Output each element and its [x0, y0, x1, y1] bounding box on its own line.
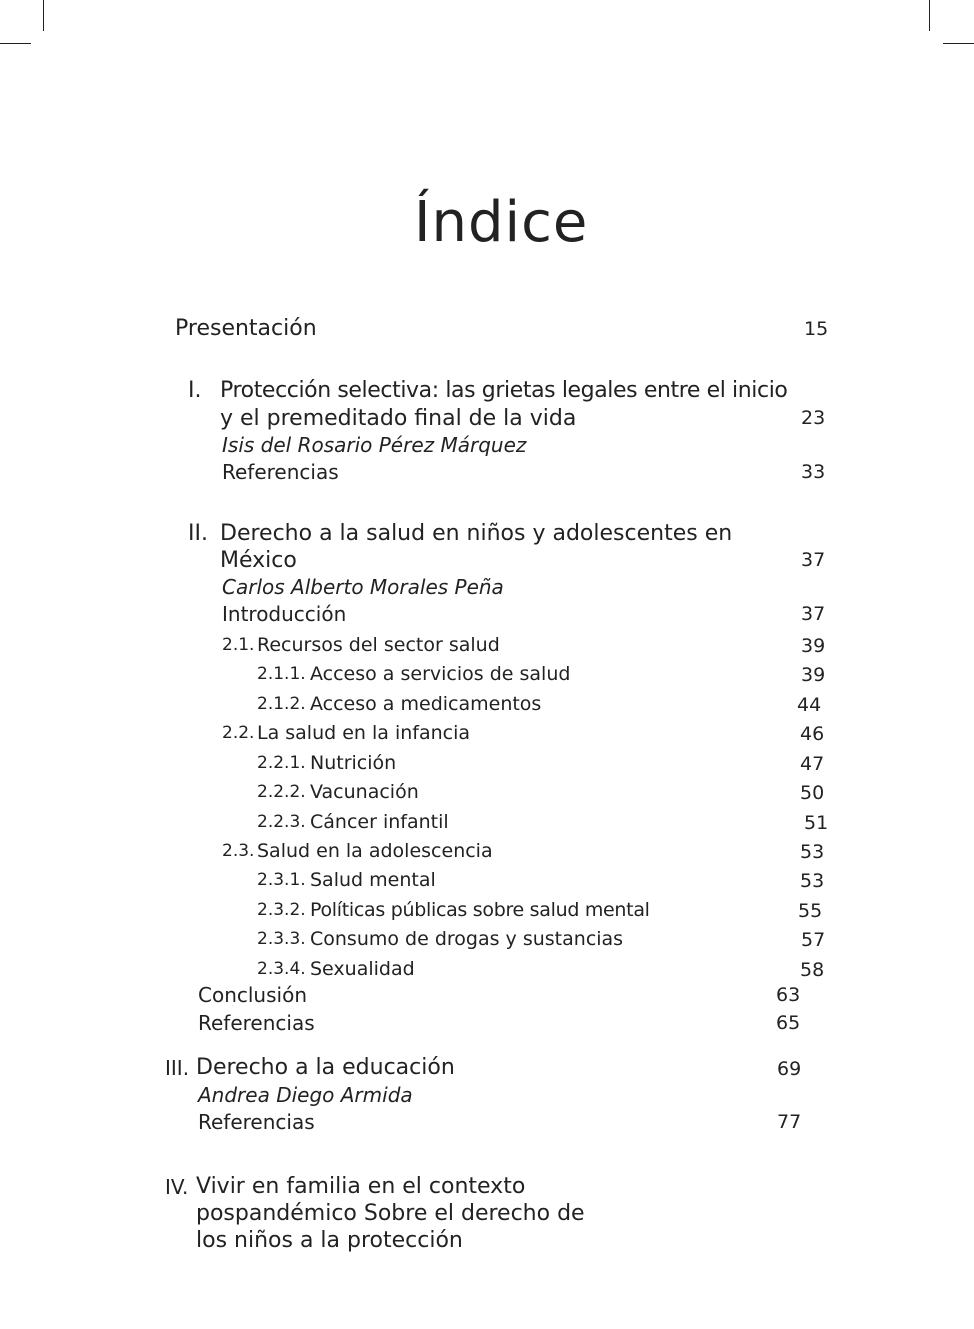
- crop-mark-top-left-v: [43, 0, 44, 31]
- subsection-number: 2.3.1.: [257, 870, 306, 890]
- chapter-1-page: 23: [801, 407, 826, 429]
- chapter-1-references: Referencias: [222, 460, 339, 484]
- toc-entry-presentacion: Presentación: [175, 316, 317, 341]
- subsection-number: 2.3.4.: [257, 959, 306, 979]
- chapter-3-references-page: 77: [777, 1111, 802, 1133]
- subsection-number: 2.1.2.: [257, 694, 306, 714]
- chapter-3-references: Referencias: [198, 1110, 315, 1134]
- subsection-page: 44: [797, 694, 822, 716]
- chapter-3-number: III.: [165, 1056, 190, 1080]
- section-number: 2.1.: [222, 635, 255, 655]
- chapter-3-author: Andrea Diego Armida: [198, 1083, 413, 1107]
- chapter-1-author: Isis del Rosario Pérez Márquez: [222, 433, 527, 457]
- section-label: La salud en la infancia: [257, 722, 471, 744]
- chapter-2-author: Carlos Alberto Morales Peña: [222, 575, 504, 599]
- chapter-4-number: IV.: [165, 1175, 189, 1199]
- section-page: 53: [800, 841, 825, 863]
- subsection-page: 55: [798, 900, 823, 922]
- chapter-2-title-line-1: Derecho a la salud en niños y adolescentes en: [220, 521, 733, 546]
- page-title: Índice: [414, 190, 589, 255]
- subsection-page: 53: [800, 870, 825, 892]
- subsection-page: 47: [800, 753, 825, 775]
- subsection-number: 2.3.3.: [257, 929, 306, 949]
- crop-mark-top-left-h: [0, 43, 31, 44]
- section-page: 39: [801, 635, 826, 657]
- chapter-2-introduction: Introducción: [222, 602, 347, 626]
- subsection-number: 2.2.2.: [257, 782, 306, 802]
- chapter-2-references: Referencias: [198, 1011, 315, 1035]
- subsection-label: Consumo de drogas y sustancias: [310, 928, 624, 950]
- subsection-label: Acceso a servicios de salud: [310, 663, 571, 685]
- subsection-page: 50: [800, 782, 825, 804]
- chapter-1-references-page: 33: [801, 461, 826, 483]
- chapter-4-title-line-2: pospandémico Sobre el derecho de: [196, 1201, 585, 1226]
- subsection-number: 2.1.1.: [257, 664, 306, 684]
- subsection-page: 51: [804, 812, 829, 834]
- subsection-page: 58: [800, 959, 825, 981]
- chapter-2-references-page: 65: [776, 1012, 801, 1034]
- chapter-1-title-line-1: Protección selectiva: las grietas legales entre el inicio: [220, 378, 788, 403]
- chapter-4-title-line-1: Vivir en familia en el contexto: [196, 1174, 526, 1199]
- chapter-2-introduction-page: 37: [801, 603, 826, 625]
- subsection-label: Sexualidad: [310, 958, 415, 980]
- subsection-number: 2.2.1.: [257, 753, 306, 773]
- subsection-label: Vacunación: [310, 781, 419, 803]
- chapter-2-number: II.: [188, 521, 208, 546]
- section-label: Salud en la adolescencia: [257, 840, 493, 862]
- chapter-3-page: 69: [777, 1058, 802, 1080]
- section-number: 2.2.: [222, 723, 255, 743]
- subsection-label: Cáncer infantil: [310, 811, 449, 833]
- crop-mark-top-right-v: [929, 0, 930, 31]
- subsection-number: 2.2.3.: [257, 812, 306, 832]
- crop-mark-top-right-h: [943, 43, 974, 44]
- chapter-1-number: I.: [188, 378, 202, 403]
- chapter-2-conclusion: Conclusión: [198, 983, 307, 1007]
- toc-page-presentacion: 15: [804, 318, 829, 340]
- section-page: 46: [800, 723, 825, 745]
- subsection-label: Acceso a medicamentos: [310, 693, 542, 715]
- section-label: Recursos del sector salud: [257, 634, 500, 656]
- subsection-number: 2.3.2.: [257, 900, 306, 920]
- chapter-2-conclusion-page: 63: [776, 984, 801, 1006]
- subsection-page: 39: [801, 664, 826, 686]
- chapter-2-page: 37: [801, 549, 826, 571]
- chapter-4-title-line-3: los niños a la protección: [196, 1228, 463, 1253]
- chapter-1-title-line-2: y el premeditado final de la vida: [220, 406, 577, 431]
- subsection-label: Políticas públicas sobre salud mental: [310, 899, 650, 921]
- subsection-page: 57: [801, 929, 826, 951]
- chapter-2-title-line-2: México: [220, 548, 297, 573]
- chapter-3-title: Derecho a la educación: [196, 1055, 455, 1080]
- section-number: 2.3.: [222, 841, 255, 861]
- subsection-label: Salud mental: [310, 869, 436, 891]
- subsection-label: Nutrición: [310, 752, 397, 774]
